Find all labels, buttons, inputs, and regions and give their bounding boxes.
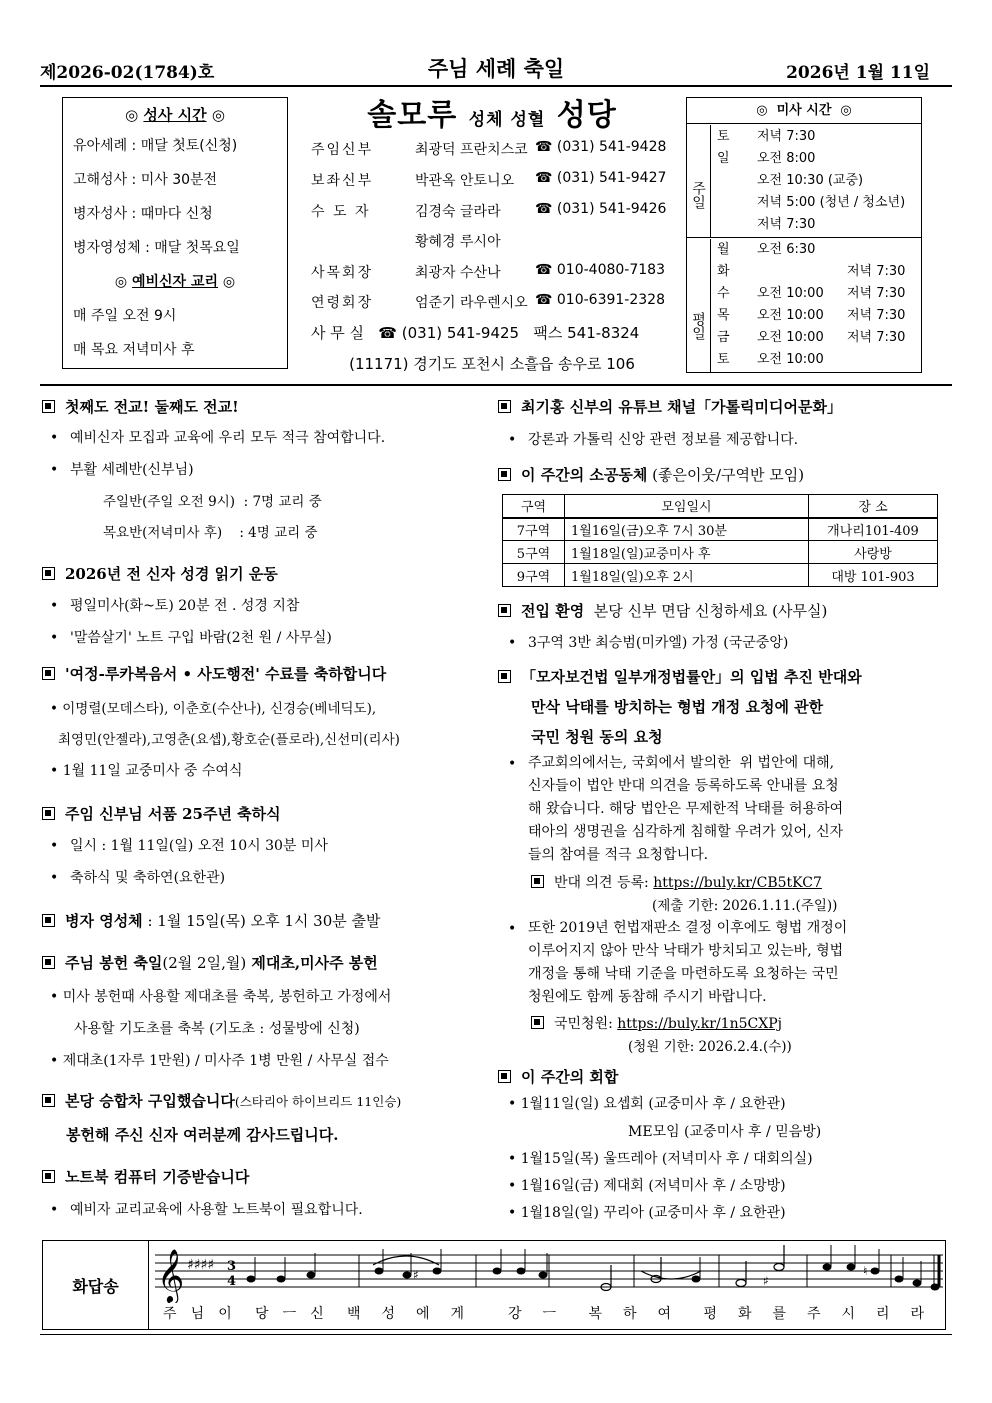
mass-time: 저녁 7:30 [847,286,906,301]
parish-name: 솔모루 성체 성혈 성당 [367,98,617,133]
section-presentation-feast: 주님 봉헌 축일(2월 2일,월) 제대초,미사주 봉헌 [42,952,378,973]
mass-time: 저녁 7:30 [847,308,906,323]
mass-day: 수 [717,286,730,301]
mass-day: 월 [717,242,730,257]
lyric-syllable: 신 [310,1306,324,1322]
table-header: 구역 [503,495,565,518]
lyric-syllable: 리 [876,1306,890,1322]
list-item: • 예비신자 모집과 교육에 우리 모두 적극 참여합니다. [50,430,386,446]
table-cell: 5구역 [503,541,565,564]
list-item: • 부활 세례반(신부님) [50,462,194,478]
lyric-syllable: 님 [190,1306,205,1322]
lyric-syllable: 백 [347,1306,361,1322]
meeting-item: • 1월15일(목) 울뜨레아 (저녁미사 후 / 대회의실) [508,1151,813,1167]
lyric-syllable: 강 [508,1306,522,1322]
lyric-syllable: 평 [703,1306,718,1322]
mass-time: 오전 10:30 (교중) [757,173,864,188]
mass-time: 저녁 7:30 [757,217,816,232]
sacrament-row: 고해성사 : 미사 30분전 [73,172,218,188]
mass-time: 저녁 7:30 [847,264,906,279]
lyric-syllable: ㅡ [542,1306,557,1322]
svg-text:♮: ♮ [863,1264,868,1278]
mass-time: 오전 10:00 [757,308,824,323]
list-item: • 제대초(1자루 1만원) / 미사주 1병 만원 / 사무실 접수 [50,1053,389,1069]
mass-day: 토 [717,129,730,144]
mass-day: 금 [717,330,730,345]
lyric-syllable: 하 [623,1306,637,1322]
graduates-line: 최영민(안젤라),고영춘(요셉),황호순(플로라),신선미(리사) [58,732,400,748]
section-evangelization: 첫째도 전교! 둘째도 전교! [42,396,239,417]
graduates-line: • 이명렬(모데스타), 이춘호(수산나), 신경승(베네딕도), [50,701,377,717]
deadline: (제출 기한: 2026.1.11.(주일)) [652,898,838,914]
sacrament-row: 병자영성체 : 매달 첫목요일 [73,240,240,256]
list-item: • 강론과 가톨릭 신앙 관련 정보를 제공합니다. [508,432,799,448]
table-row [503,564,938,587]
section-laptop-donation: 노트북 컴퓨터 기증받습니다 [42,1166,249,1187]
petition-title-line: 국민 청원 동의 요청 [531,728,663,746]
footer-rule [40,1334,952,1335]
deadline: (청원 기한: 2026.2.4.(수)) [628,1039,792,1055]
lyric-syllable: 당 [255,1306,269,1322]
section-sick-communion: 병자 영성체 : 1월 15일(목) 오후 1시 30분 출발 [42,910,381,931]
section-petition: 「모자보건법 일부개정법률안」의 입법 추진 반대와 [498,666,862,687]
lyric-syllable: 게 [450,1306,465,1322]
sacrament-row: 유아세례 : 매달 첫토(신청) [73,138,238,154]
page-title: 주님 세례 축일 [427,57,565,81]
lyric-syllable: 주 [163,1306,177,1322]
petition-paragraph: 주교회의에서는, 국회에서 발의한 위 법안에 대해, 신자들이 법안 반대 의견을 등록하도록 안내를 요청 해 왔습니다. 해당 법안은 무제한적 낙태를 허용하여 태아의 생명권을 심각하게 침해할 우려가 있어, 신자 들의 참여를 적극 요청합니다. [528,755,844,863]
mass-time: 오전 10:00 [757,286,824,301]
meeting-item: • 1월11일(일) 요셉회 (교중미사 후 / 요한관) [508,1096,786,1112]
table-cell: 1월18일(일)오후 2시 [565,564,809,587]
lyric-syllable: 화 [738,1306,752,1322]
psalm-label: 화답송 [43,1241,149,1329]
mass-day: 목 [717,308,730,323]
lyric-syllable: ㅡ [282,1306,297,1322]
lyric-syllable: 시 [841,1306,856,1322]
petition-title-line: 만삭 낙태를 방치하는 형법 개정 요청에 관한 [531,698,824,716]
table-cell: 1월18일(일)교중미사 후 [565,541,809,564]
catechumen-title: ◎ 예비신자 교리 ◎ [114,274,236,290]
lyric-syllable: 라 [910,1306,925,1322]
table-cell: 9구역 [503,564,565,587]
list-item: • 예비자 교리교육에 사용할 노트북이 필요합니다. [50,1202,363,1218]
section-bible-reading: 2026년 전 신자 성경 읽기 운동 [42,563,278,584]
lyric-syllable: 이 [218,1306,232,1322]
petition-link-row: 국민청원: https://buly.kr/1n5CXPj [531,1013,782,1033]
mass-time: 오전 10:00 [757,352,824,367]
bullet: • [508,756,517,772]
lyric-syllable: 에 [416,1306,430,1322]
section-welcome: 전입 환영 본당 신부 면담 신청하세요 (사무실) [498,600,827,621]
mass-day: 화 [717,264,730,279]
sacrament-row: 병자성사 : 때마다 신청 [73,206,213,222]
catechumen-row: 매 목요 저녁미사 후 [73,342,195,358]
van-thanks: 봉헌해 주신 신자 여러분께 감사드립니다. [66,1126,339,1144]
class-count: 목요반(저녁미사 후) : 4명 교리 중 [103,525,318,541]
mass-times-box [686,97,922,373]
svg-text:♯: ♯ [413,1268,419,1282]
svg-text:♯: ♯ [763,1274,769,1288]
table-cell: 1월16일(금)오후 7시 30분 [565,518,809,541]
table-row [503,541,938,564]
list-item: • 축하식 및 축하연(요한관) [50,870,226,886]
lyric-syllable: 성 [381,1306,396,1322]
table-header: 모임일시 [565,495,809,518]
section-van-purchase: 본당 승합차 구입했습니다(스타리아 하이브리드 11인승) [42,1090,401,1111]
section-small-community: 이 주간의 소공동체 (좋은이웃/구역반 모임) [498,464,804,485]
list-item: • 일시 : 1월 11일(일) 오전 10시 30분 미사 [50,838,328,854]
meeting-item: • 1월16일(금) 제대회 (저녁미사 후 / 소망방) [508,1178,786,1194]
section-ordination-anniversary: 주임 신부님 서품 25주년 축하식 [42,803,281,824]
mass-time: 저녁 5:00 (청년 / 청소년) [757,195,906,210]
sacrament-times-box [62,97,288,369]
mass-time: 오전 8:00 [757,151,816,166]
table-cell: 7구역 [503,518,565,541]
svg-text:4: 4 [227,1274,237,1289]
list-item: • 미사 봉헌때 사용할 제대초를 축복, 봉헌하고 가정에서 [50,989,392,1005]
opinion-link[interactable]: https://buly.kr/CB5tKC7 [653,875,822,891]
table-cell: 개나리101-409 [809,518,938,541]
meeting-item: ME모임 (교중미사 후 / 믿음방) [628,1124,822,1140]
issue-date: 2026년 1월 11일 [786,63,930,83]
sunday-section [687,125,921,238]
section-graduation: '여정-루카복음서 • 사도행전' 수료를 축하합니다 [42,663,386,684]
sacrament-title: ◎ 성사 시간 ◎ [125,106,225,124]
lyric-syllable: 주 [807,1306,821,1322]
mass-time: 저녁 7:30 [847,330,906,345]
parish-address: (11171) 경기도 포천시 소흘읍 송우로 106 [349,355,635,373]
weekday-label: 평일 [687,239,711,372]
bullet: • [508,921,517,937]
list-item: • 평일미사(화~토) 20분 전 . 성경 지참 [50,598,300,614]
lyric-syllable: 여 [657,1306,672,1322]
petition-paragraph: 또한 2019년 헌법재판소 결정 이후에도 형법 개정이 이루어지지 않아 만삭 낙태가 방치되고 있는바, 형법 개정을 통해 낙태 기준을 마련하도록 요청하는 국민 청원에도 함께 동참해 주시기 바랍니다. [528,920,848,1005]
table-cell: 대방 101-903 [809,564,938,587]
svg-text:3: 3 [227,1259,237,1274]
section-meetings: 이 주간의 회합 [498,1066,618,1087]
opinion-link-row: 반대 의견 등록: https://buly.kr/CB5tKC7 [531,872,822,892]
table-cell: 사랑방 [809,541,938,564]
responsorial-psalm [42,1240,946,1330]
list-item-cont: 사용할 기도초를 축복 (기도초 : 성물방에 신청) [74,1021,360,1037]
table-row [503,518,938,541]
section-rule [40,384,952,386]
meeting-item: • 1월18일(일) 꾸리아 (교중미사 후 / 요한관) [508,1205,786,1221]
mass-time: 오전 10:00 [757,330,824,345]
music-staff [151,1241,947,1303]
lyric-syllable: 를 [772,1306,787,1322]
treble-clef-icon: 𝄞 [157,1248,185,1302]
community-table [502,494,938,587]
mass-time: 저녁 7:30 [757,129,816,144]
office-contact: 사 무 실 ☎ (031) 541-9425 팩스 541-8324 [311,324,640,342]
sunday-label: 주일 [687,125,711,237]
mass-day: 일 [717,151,730,166]
svg-text:♯♯♯♯: ♯♯♯♯ [187,1257,215,1273]
weekday-section [687,239,921,373]
issue-number: 제2026-02(1784)호 [40,63,215,83]
petition-link[interactable]: https://buly.kr/1n5CXPj [617,1016,782,1032]
mass-time: 오전 6:30 [757,242,816,257]
ceremony-line: • 1월 11일 교중미사 중 수여식 [50,763,243,779]
list-item: • '말씀살기' 노트 구입 바람(2천 원 / 사무실) [50,630,332,646]
table-header: 장 소 [809,495,938,518]
lyric-syllable: 복 [588,1306,603,1322]
section-youtube-channel: 최기홍 신부의 유튜브 채널「가톨릭미디어문화」 [498,396,842,417]
mass-title: ◎ 미사 시간 ◎ [687,98,921,124]
header-rule [40,85,952,87]
class-count: 주일반(주일 오전 9시) : 7명 교리 중 [103,494,322,510]
mass-day: 토 [717,352,730,367]
catechumen-row: 매 주일 오전 9시 [73,308,177,324]
list-item: • 3구역 3반 최승범(미카엘) 가정 (국군중앙) [508,635,789,651]
